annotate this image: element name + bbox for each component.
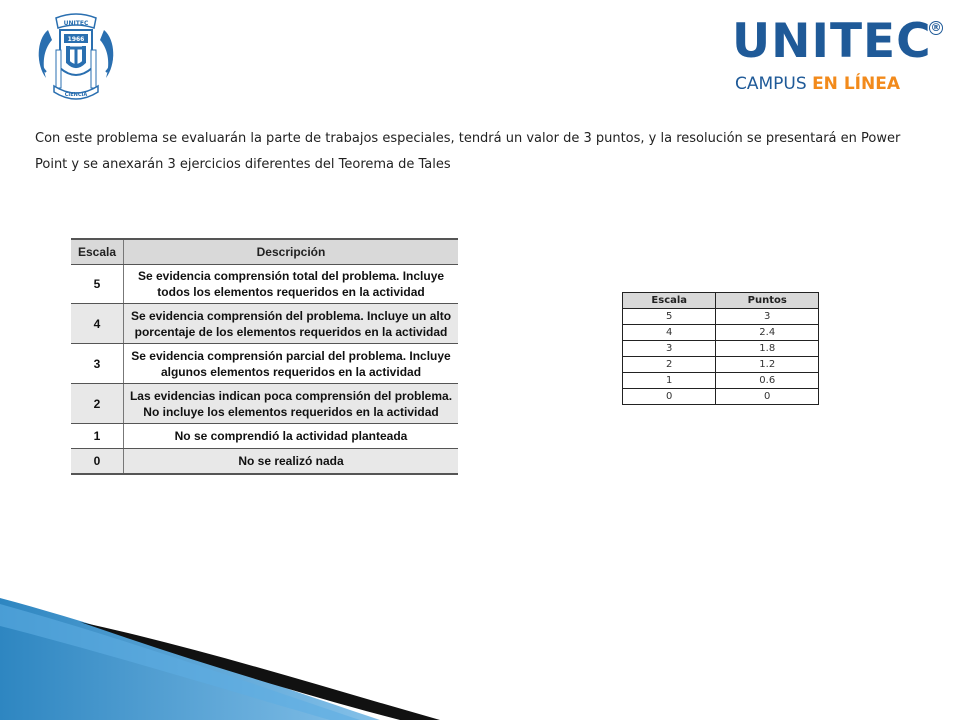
rubric-descripcion-cell: Se evidencia comprensión del problema. Incluye un alto porcentaje de los elementos requeridos en la actividad: [124, 304, 459, 344]
corner-swoosh-decoration: [0, 590, 960, 720]
points-header-puntos: Puntos: [716, 293, 819, 309]
points-row: [623, 373, 819, 389]
points-escala-cell: 4: [623, 325, 716, 341]
brand-subtitle-en-linea: EN LÍNEA: [812, 74, 900, 94]
rubric-escala-cell: 2: [71, 384, 124, 424]
rubric-descripcion-cell: No se realizó nada: [124, 449, 459, 475]
rubric-descripcion-cell: Se evidencia comprensión total del problema. Incluye todos los elementos requeridos en la actividad: [124, 265, 459, 304]
seal-year-text: 1966: [67, 36, 85, 43]
points-puntos-cell: 2.4: [716, 325, 819, 341]
points-header-escala: Escala: [623, 293, 716, 309]
registered-mark: ®: [930, 21, 942, 34]
points-row: [623, 309, 819, 325]
brand-name: UNITEC: [732, 14, 932, 69]
points-escala-cell: 2: [623, 357, 716, 373]
points-row: [623, 341, 819, 357]
points-puntos-cell: 0.6: [716, 373, 819, 389]
points-row: [623, 325, 819, 341]
rubric-table: [71, 238, 458, 475]
points-row: [623, 357, 819, 373]
points-puntos-cell: 0: [716, 389, 819, 405]
rubric-escala-cell: 3: [71, 344, 124, 384]
intro-paragraph: Con este problema se evaluarán la parte de trabajos especiales, tendrá un valor de 3 puntos, y la resolución se presentará en Power Point y se anexarán 3 ejercicios diferentes del Teorema de Tales: [35, 131, 901, 172]
points-escala-cell: 5: [623, 309, 716, 325]
rubric-escala-cell: 1: [71, 424, 124, 449]
brand-subtitle-campus: CAMPUS: [735, 74, 813, 94]
points-puntos-cell: 1.8: [716, 341, 819, 357]
rubric-descripcion-cell: Se evidencia comprensión parcial del problema. Incluye algunos elementos requeridos en la actividad: [124, 344, 459, 384]
points-escala-cell: 1: [623, 373, 716, 389]
rubric-header-descripcion: Descripción: [124, 239, 459, 265]
rubric-row: [71, 304, 458, 344]
points-escala-cell: 0: [623, 389, 716, 405]
university-seal-icon: [34, 10, 118, 102]
points-table: [622, 292, 819, 405]
rubric-descripcion-cell: Las evidencias indican poca comprensión del problema. No incluye los elementos requeridos en la actividad: [124, 384, 459, 424]
points-escala-cell: 3: [623, 341, 716, 357]
rubric-row: [71, 424, 458, 449]
rubric-escala-cell: 5: [71, 265, 124, 304]
rubric-escala-cell: 4: [71, 304, 124, 344]
rubric-descripcion-cell: No se comprendió la actividad planteada: [124, 424, 459, 449]
rubric-header-row: [71, 239, 458, 265]
seal-bottom-text: CIENCIA: [64, 92, 88, 98]
rubric-header-escala: Escala: [71, 239, 124, 265]
brand-subtitle: [735, 74, 900, 94]
points-header-row: [623, 293, 819, 309]
points-puntos-cell: 1.2: [716, 357, 819, 373]
rubric-row: [71, 344, 458, 384]
rubric-escala-cell: 0: [71, 449, 124, 475]
unitec-brand-logo: [732, 16, 944, 100]
unitec-seal-logo: [34, 10, 118, 102]
rubric-row: [71, 449, 458, 475]
points-row: [623, 389, 819, 405]
rubric-row: [71, 384, 458, 424]
seal-top-text: UNITEC: [63, 20, 89, 27]
points-puntos-cell: 3: [716, 309, 819, 325]
rubric-row: [71, 265, 458, 304]
